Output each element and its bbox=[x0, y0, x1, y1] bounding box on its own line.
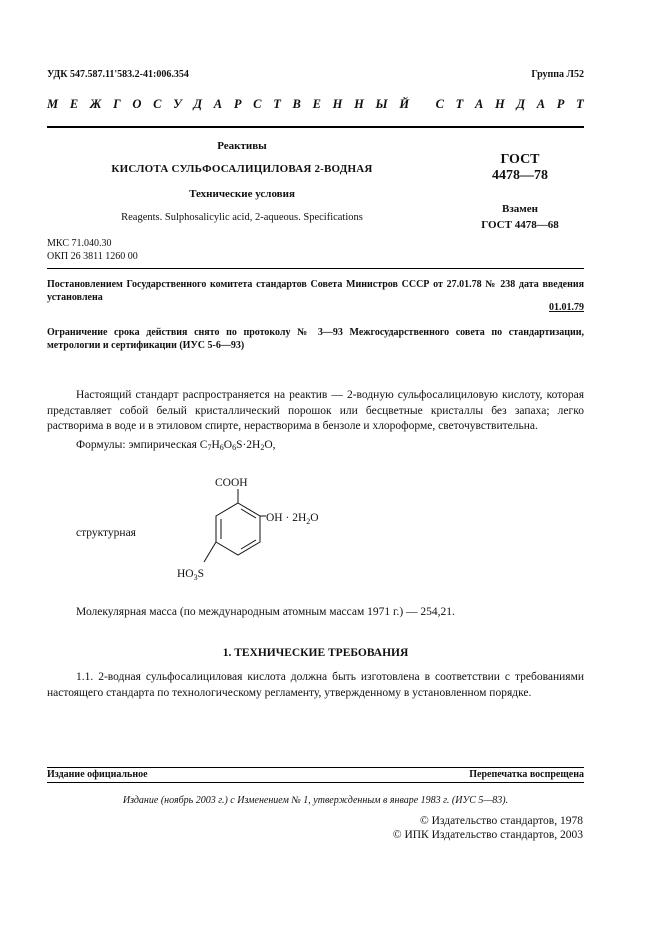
title-letter: А bbox=[475, 97, 484, 111]
standard-name: КИСЛОТА СУЛЬФОСАЛИЦИЛОВАЯ 2-ВОДНАЯ bbox=[111, 163, 373, 175]
section-heading: 1. ТЕХНИЧЕСКИЕ ТРЕБОВАНИЯ bbox=[222, 647, 409, 659]
title-letter: Ж bbox=[89, 97, 102, 111]
empirical-formula bbox=[76, 439, 276, 452]
title-letter: Д bbox=[516, 97, 526, 111]
title-letter: С bbox=[253, 97, 262, 111]
title-letter bbox=[421, 97, 424, 112]
edition-note: Издание (ноябрь 2003 г.) с Изменением № 1, утвержденным в январе 1983 г. (ИУС 5—83). bbox=[122, 795, 509, 806]
structural-label: структурная bbox=[76, 527, 136, 539]
title-letter: М bbox=[47, 97, 59, 111]
gost-label: ГОСТ bbox=[500, 152, 540, 167]
okp-code: ОКП 26 3811 1260 00 bbox=[47, 251, 138, 262]
title-letter: Н bbox=[495, 97, 505, 111]
structural-formula-diagram bbox=[177, 470, 350, 585]
copyright-2003: © ИПК Издательство стандартов, 2003 bbox=[392, 829, 583, 841]
empirical-label: Формулы: эмпирическая bbox=[76, 439, 197, 451]
footer-rule bbox=[47, 767, 584, 768]
group-code: Группа Л52 bbox=[531, 69, 584, 80]
decree-date: 01.01.79 bbox=[549, 302, 584, 313]
replaces-gost: ГОСТ 4478—68 bbox=[481, 219, 559, 231]
title-letter: Е bbox=[312, 97, 321, 111]
reagents-label: Реактивы bbox=[217, 140, 267, 152]
top-rule bbox=[47, 126, 584, 128]
mid-rule bbox=[47, 268, 584, 269]
english-title: Reagents. Sulphosalicylic acid, 2-aqueous. Specifications bbox=[121, 212, 363, 223]
footer-rule-bottom bbox=[47, 782, 584, 783]
empirical-formula-value: $C_7H_6O_6S\cdot 2H_2O$, bbox=[199, 439, 276, 452]
intro-paragraph: Настоящий стандарт распространяется на реактив — 2-водную сульфосалициловую кислоту, которая представляет собой белый кристаллический порошок или бесцветные кристаллы без запаха; легко растворима в воде и в этиловом спирте, нерастворима в бензоле и хлороформе, светочувствительна. bbox=[47, 389, 584, 432]
title-letter: Н bbox=[354, 97, 364, 111]
title-letter: А bbox=[536, 97, 546, 111]
title-letter: Т bbox=[273, 97, 281, 111]
title-letter: Т bbox=[455, 97, 464, 111]
conditions-label: Технические условия bbox=[189, 188, 295, 200]
standard-type-title bbox=[47, 97, 584, 112]
restriction-text: Ограничение срока действия снято по протоколу № 3—93 Межгосударственного совета по стандартизации, метрологии и сертификации (ИУС 5-6—93) bbox=[47, 327, 584, 351]
decree-text: Постановлением Государственного комитета стандартов Совета Министров СССР от 27.01.78 № 238 дата введения установлена bbox=[47, 279, 584, 303]
title-letter: С bbox=[153, 97, 162, 111]
sulfo-group: $HO_3S$ bbox=[177, 568, 205, 582]
benzene-ring bbox=[216, 503, 260, 555]
molar-mass: Молекулярная масса (по международным атомным массам 1971 г.) — 254,21. bbox=[76, 606, 455, 618]
replaces-label: Взамен bbox=[502, 203, 538, 215]
mks-code: МКС 71.040.30 bbox=[47, 238, 112, 249]
title-letter: Н bbox=[332, 97, 343, 111]
title-letter: Т bbox=[576, 97, 584, 111]
title-letter: В bbox=[292, 97, 301, 111]
copyright-1978: © Издательство стандартов, 1978 bbox=[419, 815, 583, 827]
reprint-notice: Перепечатка воспрещена bbox=[469, 769, 584, 780]
title-letter: С bbox=[435, 97, 444, 111]
title-letter: Р bbox=[556, 97, 565, 111]
title-letter: Р bbox=[233, 97, 242, 111]
gost-number: 4478—78 bbox=[492, 168, 548, 183]
title-letter: Д bbox=[193, 97, 203, 111]
title-letter: О bbox=[132, 97, 142, 111]
cooh-group: COOH bbox=[215, 477, 248, 489]
udk-code: УДК 547.587.11'583.2-41:006.354 bbox=[47, 69, 189, 80]
so3h-bond bbox=[204, 542, 216, 562]
section-paragraph: 1.1. 2-водная сульфосалициловая кислота должна быть изготовлена в соответствии с требованиями настоящего стандарта по технологическому регламенту, утвержденному в установленном порядке. bbox=[47, 671, 584, 699]
oh-water-group: OH · $2H_2O$ bbox=[266, 512, 319, 526]
title-letter: У bbox=[173, 97, 182, 111]
title-letter: Е bbox=[69, 97, 79, 111]
title-letter: А bbox=[213, 97, 223, 111]
title-letter: Ы bbox=[375, 97, 388, 111]
title-letter: Й bbox=[399, 97, 410, 111]
official-edition: Издание официальное bbox=[47, 769, 148, 780]
title-letter: Г bbox=[113, 97, 121, 111]
